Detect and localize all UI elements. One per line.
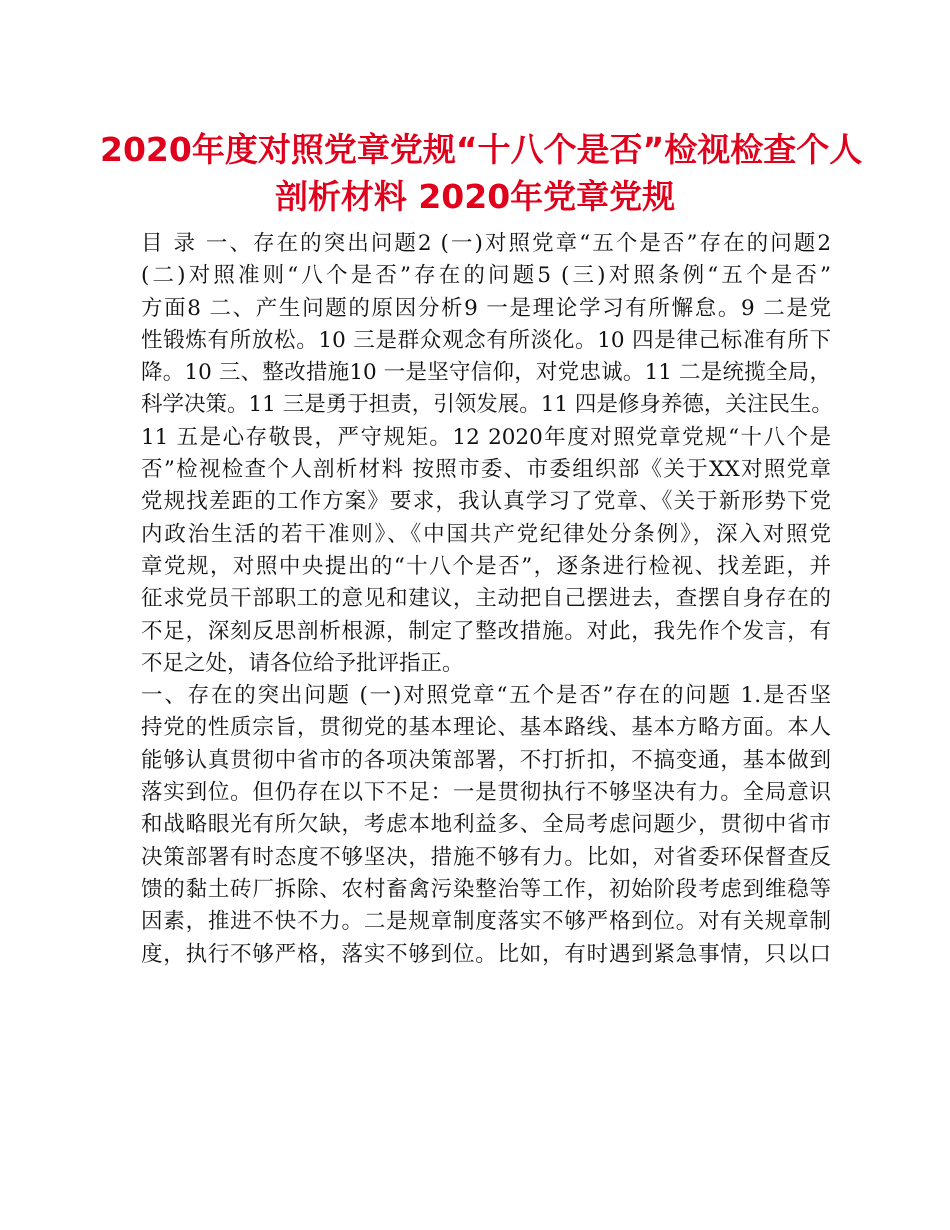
body-line: 性锻炼有所放松。10 三是群众观念有所淡化。10 四是律己标准有所下 bbox=[141, 327, 831, 353]
document-title-line-1: 2020年度对照党章党规“十八个是否”检视检查个人 bbox=[100, 130, 863, 169]
document-title-line-2: 剖析材料 2020年党章党规 bbox=[274, 177, 676, 216]
body-line: 降。10 三、整改措施10 一是坚守信仰，对党忠诚。11 二是统揽全局， bbox=[141, 360, 831, 386]
body-line: 能够认真贯彻中省市的各项决策部署，不打折扣，不搞变通，基本做到 bbox=[141, 747, 831, 773]
body-line: 持党的性质宗旨，贯彻党的基本理论、基本路线、基本方略方面。本人 bbox=[141, 715, 831, 741]
body-line: (二)对照准则“八个是否”存在的问题5 (三)对照条例“五个是否” bbox=[141, 263, 831, 289]
body-line: 征求党员干部职工的意见和建议，主动把自己摆进去，查摆自身存在的 bbox=[141, 586, 831, 612]
body-line: 馈的黏土砖厂拆除、农村畜禽污染整治等工作，初始阶段考虑到维稳等 bbox=[141, 876, 831, 902]
body-line: 方面8 二、产生问题的原因分析9 一是理论学习有所懈怠。9 二是党 bbox=[141, 295, 831, 321]
body-line: 否”检视检查个人剖析材料 按照市委、市委组织部《关于XX对照党章 bbox=[141, 457, 831, 483]
body-line: 11 五是心存敬畏，严守规矩。12 2020年度对照党章党规“十八个是 bbox=[141, 424, 831, 450]
body-line: 不足之处，请各位给予批评指正。 bbox=[141, 650, 464, 676]
body-line: 内政治生活的若干准则》、《中国共产党纪律处分条例》，深入对照党 bbox=[141, 521, 831, 547]
body-line: 科学决策。11 三是勇于担责，引领发展。11 四是修身养德，关注民生。 bbox=[141, 392, 833, 418]
body-line: 目 录 一、存在的突出问题2 (一)对照党章“五个是否”存在的问题2 bbox=[141, 231, 831, 256]
body-line: 度，执行不够严格，落实不够到位。比如，有时遇到紧急事情，只以口 bbox=[141, 941, 831, 967]
body-line: 不足，深刻反思剖析根源，制定了整改措施。对此，我先作个发言，有 bbox=[141, 618, 831, 644]
body-line: 落实到位。但仍存在以下不足：一是贯彻执行不够坚决有力。全局意识 bbox=[141, 780, 831, 806]
body-line: 决策部署有时态度不够坚决，措施不够有力。比如，对省委环保督查反 bbox=[141, 844, 831, 870]
body-line: 一、存在的突出问题 (一)对照党章“五个是否”存在的问题 1.是否坚 bbox=[141, 683, 831, 709]
body-line: 党规找差距的工作方案》要求，我认真学习了党章、《关于新形势下党 bbox=[141, 489, 831, 515]
body-line: 章党规，对照中央提出的“十八个是否”，逐条进行检视、找差距，并 bbox=[141, 553, 831, 579]
body-line: 和战略眼光有所欠缺，考虑本地利益多、全局考虑问题少，贯彻中省市 bbox=[141, 812, 831, 838]
document-body bbox=[141, 228, 831, 971]
body-line: 因素，推进不快不力。二是规章制度落实不够严格到位。对有关规章制 bbox=[141, 909, 831, 935]
